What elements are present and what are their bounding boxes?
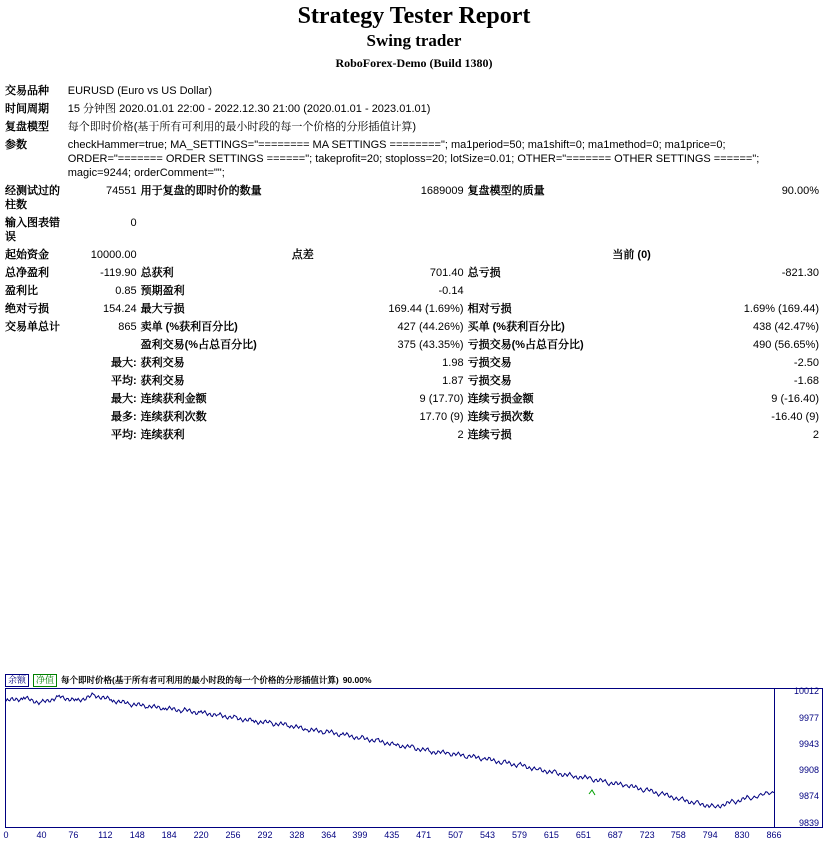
symbol-value: EURUSD (Euro vs US Dollar) (67, 85, 212, 97)
table-row-average-consecutive (5, 426, 823, 444)
ticks-label: 用于复盘的即时价的数量 (140, 185, 262, 197)
x-axis-tick: 292 (257, 830, 273, 840)
deposit-value: 10000.00 (90, 249, 137, 261)
chart-model-description: 每个即时价格(基于所有者可利用的最小时段的每一个价格的分形插值计算) (61, 675, 339, 685)
x-axis-tick: 794 (702, 830, 718, 840)
short-positions-value: 427 (44.26%) (397, 321, 464, 333)
symbol-label: 交易品种 (5, 85, 49, 97)
y-axis-tick: 9943 (798, 738, 819, 749)
x-axis-tick: 112 (98, 830, 113, 840)
table-row-profit-factor (5, 282, 823, 300)
x-axis-tick: 579 (511, 830, 527, 840)
spread-value (318, 246, 468, 264)
x-axis-tick: 148 (129, 830, 145, 840)
max-consecutive-label: 最大: (110, 393, 137, 405)
long-positions-label: 买单 (%获利百分比) (467, 321, 565, 333)
largest-label: 最大: (110, 357, 137, 369)
average-consecutive-wins-label: 连续获利 (140, 429, 185, 441)
profit-trades-value: 375 (43.35%) (397, 339, 464, 351)
x-axis-tick: 256 (225, 830, 241, 840)
x-axis-tick: 364 (321, 830, 337, 840)
x-axis-tick: 0 (3, 830, 9, 840)
table-row-symbol (5, 82, 823, 100)
net-profit-label: 总净盈利 (5, 267, 49, 279)
long-positions-value: 438 (42.47%) (752, 321, 819, 333)
table-row-largest (5, 354, 823, 372)
mismatched-spacer-value2 (655, 214, 823, 246)
average-profit-value: 1.87 (442, 375, 464, 387)
page-title: Strategy Tester Report (297, 3, 531, 29)
chart-y-axis (774, 686, 822, 828)
table-row-net-profit (5, 264, 823, 282)
average-label: 平均: (110, 375, 137, 387)
maximal-drawdown-value: 169.44 (1.69%) (388, 303, 464, 315)
y-axis-tick: 10012 (793, 686, 819, 696)
table-row-total-trades (5, 318, 823, 336)
gross-profit-label: 总获利 (140, 267, 174, 279)
table-row-average (5, 372, 823, 390)
expected-payoff-label: 预期盈利 (140, 285, 185, 297)
ticks-value: 1689009 (420, 185, 464, 197)
gross-profit-value: 701.40 (429, 267, 464, 279)
x-axis-tick: 830 (734, 830, 750, 840)
broker-build: RoboForex-Demo (Build 1380) (335, 56, 493, 70)
x-axis-tick: 328 (289, 830, 305, 840)
period-value: 15 分钟图 2020.01.01 22:00 - 2022.12.30 21:00 (2020.01.01 - 2023.01.01) (67, 103, 431, 115)
parameters-label: 参数 (5, 139, 27, 151)
max-consecutive-wins-label: 连续获利金额 (140, 393, 207, 405)
report-info-table (5, 82, 823, 444)
quality-label: 复盘模型的质量 (467, 185, 545, 197)
loss-trades-value: 490 (56.65%) (752, 339, 819, 351)
period-label: 时间周期 (5, 103, 49, 115)
y-axis-tick: 9839 (798, 818, 819, 828)
average-consecutive-losses-value: 2 (812, 429, 819, 441)
loss-trades-label: 亏损交易(%占总百分比) (467, 339, 584, 351)
model-value: 每个即时价格(基于所有可利用的最小时段的每一个价格的分形插值计算) (67, 121, 417, 133)
y-axis-tick: 9908 (798, 765, 819, 776)
table-row-model (5, 118, 823, 136)
profit-trades-spacer (5, 336, 68, 354)
x-axis-tick: 615 (543, 830, 559, 840)
average-loss-value: -1.68 (793, 375, 819, 387)
chart-x-axis (5, 828, 823, 842)
report-header (0, 0, 828, 72)
chart-plot-area (6, 689, 774, 827)
table-row-period (5, 100, 823, 118)
mismatched-spacer-label2 (468, 214, 655, 246)
largest-loss-label: 亏损交易 (467, 357, 512, 369)
spread-label: 点差 (291, 249, 314, 261)
maximal-consecutive-wins-label: 连续获利次数 (140, 411, 207, 423)
mismatched-value: 0 (130, 217, 137, 229)
spread-current-value (655, 246, 823, 264)
largest-loss-value: -2.50 (793, 357, 819, 369)
x-axis-tick: 723 (639, 830, 655, 840)
legend-balance: 余额 (5, 674, 29, 687)
quality-value: 90.00% (781, 185, 819, 197)
x-axis-tick: 76 (68, 830, 79, 840)
profit-factor-spacer-label (468, 282, 655, 300)
parameters-value: checkHammer=true; MA_SETTINGS="======== MA SETTINGS ========"; ma1period=50; ma1shift=0; ma1method=0; ma1price=0; ORDER="======= ORDER SETTINGS ======"; takeprofit=20; stoploss=20; lotSize=0.01; OTHER="======= OTHER SETTINGS ======"; magic=9244; orderComment=""; (67, 139, 760, 179)
x-axis-tick: 471 (416, 830, 432, 840)
spread-current-label: 当前 (0) (612, 249, 651, 261)
relative-drawdown-value: 1.69% (169.44) (743, 303, 819, 315)
table-row-mismatched (5, 214, 823, 246)
profit-factor-label: 盈利比 (5, 285, 38, 297)
average-consecutive-label: 平均: (110, 429, 137, 441)
largest-profit-label: 获利交易 (140, 357, 185, 369)
profit-trades-spacer2 (68, 336, 141, 354)
y-axis-tick: 9874 (798, 791, 819, 802)
relative-drawdown-label: 相对亏损 (467, 303, 512, 315)
table-row-deposit (5, 246, 823, 264)
x-axis-tick: 543 (480, 830, 496, 840)
x-axis-tick: 220 (193, 830, 209, 840)
table-row-drawdown (5, 300, 823, 318)
chart-legend (5, 673, 823, 687)
x-axis-tick: 184 (161, 830, 177, 840)
table-row-parameters (5, 136, 823, 182)
average-spacer (5, 372, 68, 390)
max-consecutive-wins-value: 9 (17.70) (419, 393, 464, 405)
chart-quality: 90.00% (342, 675, 372, 685)
equity-chart (5, 673, 823, 845)
table-row-profit-trades (5, 336, 823, 354)
equity-curve (6, 689, 774, 827)
maximal-consecutive-losses-value: -16.40 (9) (771, 411, 819, 423)
gross-loss-label: 总亏损 (467, 267, 501, 279)
short-positions-label: 卖单 (%获利百分比) (140, 321, 238, 333)
expected-payoff-value: -0.14 (438, 285, 464, 297)
largest-profit-value: 1.98 (442, 357, 464, 369)
absolute-drawdown-value: 154.24 (102, 303, 137, 315)
total-trades-value: 865 (118, 321, 137, 333)
x-axis-tick: 399 (352, 830, 368, 840)
maximal-consecutive-spacer (5, 408, 68, 426)
max-consecutive-spacer (5, 390, 68, 408)
maximal-consecutive-label: 最多: (110, 411, 137, 423)
x-axis-tick: 507 (448, 830, 464, 840)
mismatched-label: 输入图表错误 (5, 217, 60, 243)
x-axis-tick: 651 (575, 830, 591, 840)
max-consecutive-losses-label: 连续亏损金额 (467, 393, 534, 405)
total-trades-label: 交易单总计 (5, 321, 60, 333)
table-row-maximal-consecutive (5, 408, 823, 426)
mismatched-spacer-label (141, 214, 318, 246)
mismatched-spacer-value (318, 214, 468, 246)
profit-trades-label: 盈利交易(%占总百分比) (140, 339, 257, 351)
average-consecutive-losses-label: 连续亏损 (467, 429, 512, 441)
largest-spacer (5, 354, 68, 372)
average-consecutive-wins-value: 2 (457, 429, 464, 441)
maximal-consecutive-losses-label: 连续亏损次数 (467, 411, 534, 423)
deposit-label: 起始资金 (5, 249, 49, 261)
net-profit-value: -119.90 (100, 267, 137, 279)
chart-plot-frame (5, 688, 823, 828)
x-axis-tick: 866 (766, 830, 782, 840)
model-label: 复盘模型 (5, 121, 49, 133)
profit-factor-spacer-value (655, 282, 823, 300)
maximal-consecutive-wins-value: 17.70 (9) (419, 411, 464, 423)
average-profit-label: 获利交易 (140, 375, 185, 387)
legend-equity: 净值 (33, 674, 57, 687)
table-row-bars (5, 182, 823, 214)
max-consecutive-losses-value: 9 (-16.40) (771, 393, 819, 405)
profit-factor-value: 0.85 (115, 285, 137, 297)
x-axis-tick: 435 (384, 830, 400, 840)
bars-value: 74551 (106, 185, 137, 197)
average-consecutive-spacer (5, 426, 68, 444)
x-axis-tick: 40 (36, 830, 47, 840)
maximal-drawdown-label: 最大亏损 (140, 303, 185, 315)
absolute-drawdown-label: 绝对亏损 (5, 303, 49, 315)
gross-loss-value: -821.30 (781, 267, 819, 279)
x-axis-tick: 687 (607, 830, 623, 840)
bars-label: 经测试过的柱数 (5, 185, 60, 211)
average-loss-label: 亏损交易 (467, 375, 512, 387)
x-axis-tick: 758 (670, 830, 686, 840)
strategy-name: Swing trader (366, 31, 462, 50)
y-axis-tick: 9977 (798, 712, 819, 723)
table-row-max-consecutive (5, 390, 823, 408)
